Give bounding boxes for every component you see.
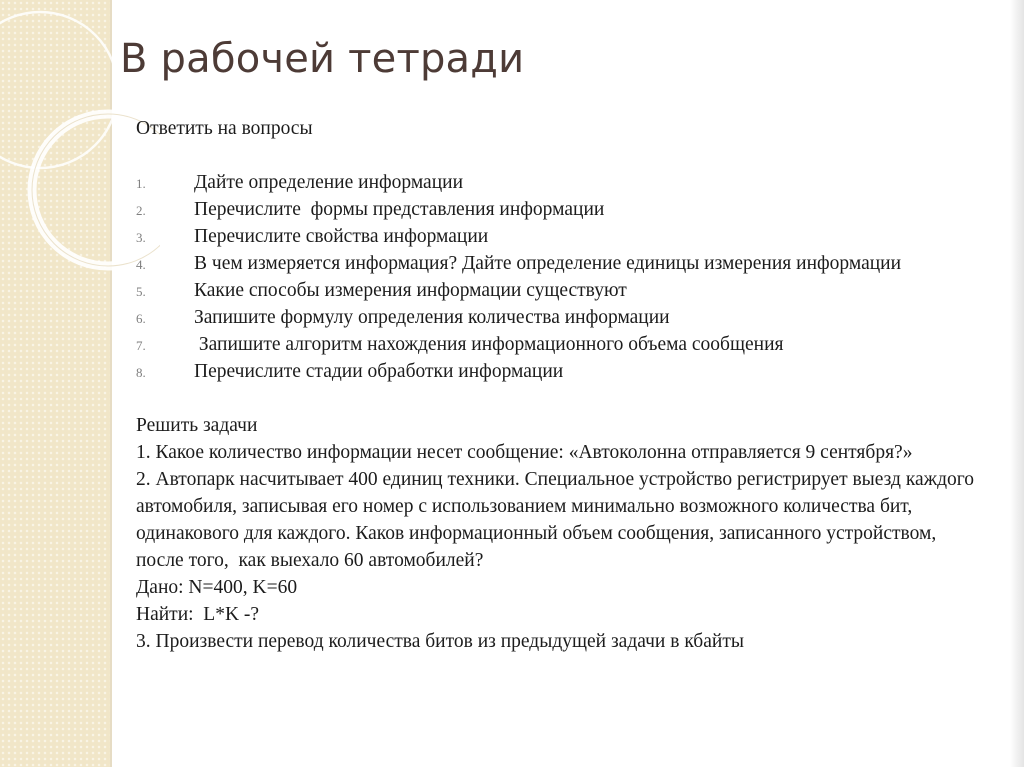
question-text: Перечислите стадии обработки информации — [194, 361, 564, 382]
question-item — [136, 358, 986, 385]
question-text: В чем измеряется информация? Дайте определение единицы измерения информации — [194, 253, 902, 274]
slide-title: В рабочей тетради — [120, 36, 525, 82]
question-number: 8. — [136, 365, 146, 380]
task-text: Дано: N=400, K=60 — [136, 577, 298, 598]
question-text: Какие способы измерения информации существуют — [194, 280, 627, 301]
question-text: Дайте определение информации — [194, 172, 464, 193]
questions-heading: Ответить на вопросы — [136, 118, 313, 139]
question-number: 7. — [136, 338, 146, 353]
question-item — [136, 196, 986, 223]
task-text: 3. Произвести перевод количества битов из предыдущей задачи в кбайты — [136, 631, 744, 652]
question-number: 6. — [136, 311, 146, 326]
right-edge-shadow — [1010, 0, 1024, 767]
task-text: 1. Какое количество информации несет сообщение: «Автоколонна отправляется 9 сентября?» — [136, 442, 913, 463]
question-item — [136, 250, 986, 277]
question-text: Перечислите формы представления информации — [194, 199, 605, 220]
question-item — [136, 223, 986, 250]
question-number: 4. — [136, 257, 146, 272]
task-text: Найти: L*K -? — [136, 604, 260, 625]
question-text: Перечислите свойства информации — [194, 226, 489, 247]
question-item — [136, 169, 986, 196]
question-item — [136, 331, 986, 358]
question-text: Запишите алгоритм нахождения информационного объема сообщения — [194, 334, 784, 355]
tasks-list — [136, 439, 986, 655]
task-text: 2. Автопарк насчитывает 400 единиц техники. Специальное устройство регистрирует выезд каждого автомобиля, записывая его номер с использованием минимально возможного количества бит, одинакового для каждого. Каков информационный объем сообщения, записанного устройством, после того, как выехало 60 автомобилей? — [136, 469, 979, 571]
questions-list — [136, 169, 986, 385]
question-number: 3. — [136, 230, 146, 245]
question-item — [136, 277, 986, 304]
slide-content — [136, 115, 986, 655]
question-number: 5. — [136, 284, 146, 299]
question-item — [136, 304, 986, 331]
question-number: 2. — [136, 203, 146, 218]
question-number: 1. — [136, 176, 146, 191]
question-text: Запишите формулу определения количества информации — [194, 307, 670, 328]
tasks-heading: Решить задачи — [136, 415, 258, 436]
